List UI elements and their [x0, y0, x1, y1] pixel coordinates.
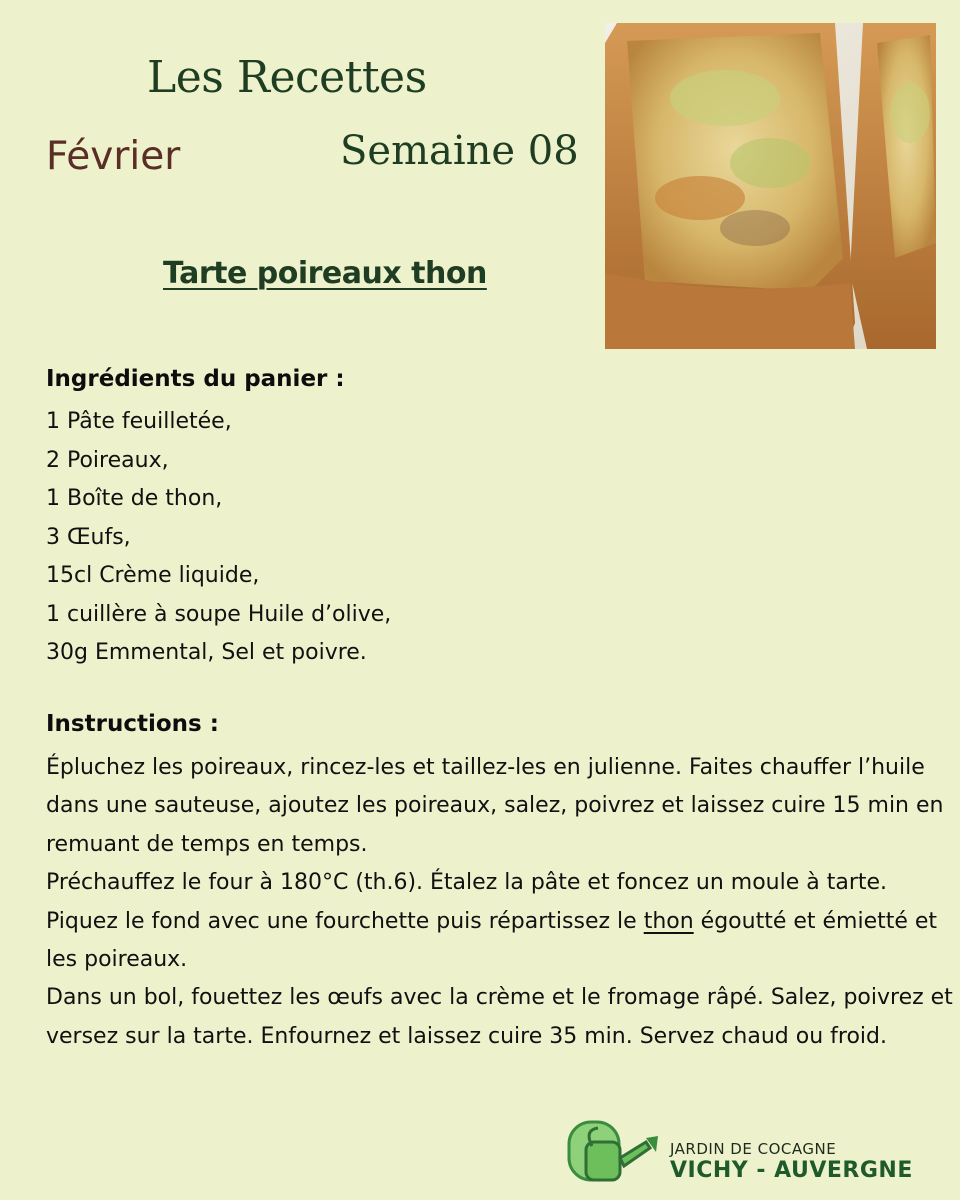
week-label: Semaine 08 [340, 128, 579, 174]
instruction-step-2-start: Préchauffez le four à 180°C (th.6). Étalez la pâte et foncez un moule à tarte. Piquez le fond avec une fourchette puis répartissez le [46, 870, 888, 934]
ingredient-item: 2 Poireaux, [46, 447, 169, 473]
recipe-title: Tarte poireaux thon [163, 256, 487, 291]
month-label: Février [46, 134, 181, 179]
instructions-heading: Instructions : [46, 711, 219, 737]
quiche-illustration [605, 23, 936, 349]
instruction-step-2 [46, 864, 958, 979]
instructions-body [46, 749, 958, 1056]
ingredient-item: 3 Œufs, [46, 524, 131, 550]
thon-link[interactable]: thon [643, 908, 694, 934]
ingredient-item: 1 cuillère à soupe Huile d’olive, [46, 601, 392, 627]
instruction-step-3: Dans un bol, fouettez les œufs avec la crème et le fromage râpé. Salez, poivrez et versez sur la tarte. Enfournez et laissez cuire 35 min. Servez chaud ou froid. [46, 985, 953, 1049]
instruction-step-2-end: égoutté et émietté et les poireaux. [46, 908, 938, 973]
ingredients-list [46, 403, 391, 673]
ingredient-item: 1 Boîte de thon, [46, 486, 223, 511]
instruction-step-1: Épluchez les poireaux, rincez-les et taillez-les en julienne. Faites chauffer l’huile dans une sauteuse, ajoutez les poireaux, salez, poivrez et laissez cuire 15 min en remuant de temps en temps. [46, 755, 944, 857]
page-title: Les Recettes [147, 52, 427, 103]
ingredient-item: 1 Pâte feuilletée, [46, 409, 232, 434]
ingredients-heading: Ingrédients du panier : [46, 366, 345, 392]
ingredient-item: 30g Emmental, Sel et poivre. [46, 640, 367, 665]
ingredient-item: 15cl Crème liquide, [46, 563, 260, 588]
watering-can-icon [566, 1118, 661, 1188]
logo-line-2: VICHY - AUVERGNE [670, 1158, 913, 1183]
quiche-photo [605, 23, 936, 349]
logo-line-1: JARDIN DE COCAGNE [670, 1140, 837, 1158]
brand-logo [566, 1118, 946, 1188]
